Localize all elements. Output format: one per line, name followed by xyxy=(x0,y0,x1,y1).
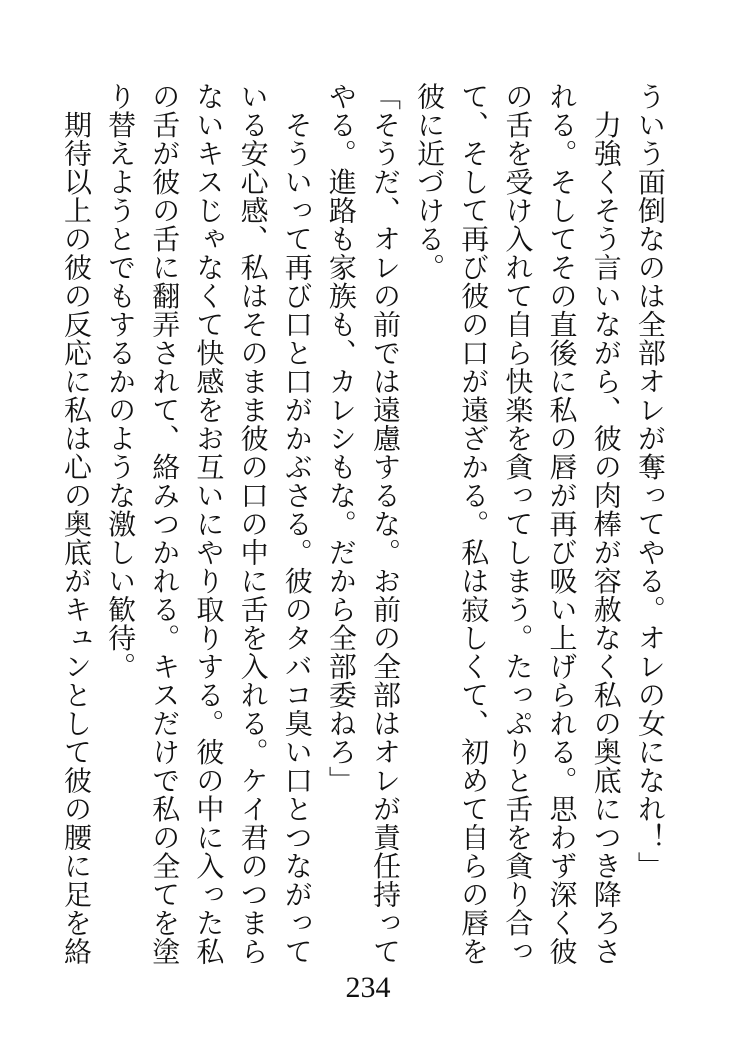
text-line: ういう面倒なのは全部オレが奪ってやる。オレの女になれ！」 xyxy=(633,82,667,880)
text-line: の舌を受け入れて自ら快楽を貪ってしまう。たっぷりと舌を貪り合っ xyxy=(501,82,535,966)
text-line: いる安心感、私はそのまま彼の口の中に舌を入れる。ケイ君のつまら xyxy=(236,82,270,966)
text-line: て、そして再び彼の口が遠ざかる。私は寂しくて、初めて自らの唇を xyxy=(457,82,491,966)
text-column xyxy=(235,82,271,970)
text-column xyxy=(58,82,94,970)
text-line: の舌が彼の舌に翻弄されて、絡みつかれる。キスだけで私の全てを塗 xyxy=(148,82,182,966)
text-column xyxy=(544,82,580,970)
text-column xyxy=(499,82,535,970)
text-line: 彼に近づける。 xyxy=(413,82,447,282)
text-column xyxy=(102,82,138,970)
text-column xyxy=(323,82,359,970)
text-column xyxy=(411,82,447,970)
text-line: やる。進路も家族も、カレシもな。だから全部委ねろ」 xyxy=(324,82,358,795)
text-column xyxy=(190,82,226,970)
text-column xyxy=(455,82,491,970)
page-number: 234 xyxy=(345,971,391,1004)
text-line: れる。そしてその直後に私の唇が再び吸い上げられる。思わず深く彼 xyxy=(545,82,579,966)
text-column xyxy=(588,82,624,970)
text-column xyxy=(632,82,668,970)
text-column xyxy=(367,82,403,970)
vertical-text-block xyxy=(58,82,668,970)
text-line: り替えようとでもするかのような激しい歓待。 xyxy=(104,82,138,681)
text-line: 「そうだ、オレの前では遠慮するな。お前の全部はオレが責任持って xyxy=(368,82,402,966)
text-column xyxy=(279,82,315,970)
text-line: ないキスじゃなくて快感をお互いにやり取りする。彼の中に入った私 xyxy=(192,82,226,966)
text-line: そういって再び口と口がかぶさる。彼のタバコ臭い口とつながって xyxy=(280,82,314,966)
text-column xyxy=(146,82,182,970)
text-line: 期待以上の彼の反応に私は心の奥底がキュンとして彼の腰に足を絡 xyxy=(60,82,93,966)
text-line: 力強くそう言いながら、彼の肉棒が容赦なく私の奥底につき降ろさ xyxy=(589,82,623,966)
